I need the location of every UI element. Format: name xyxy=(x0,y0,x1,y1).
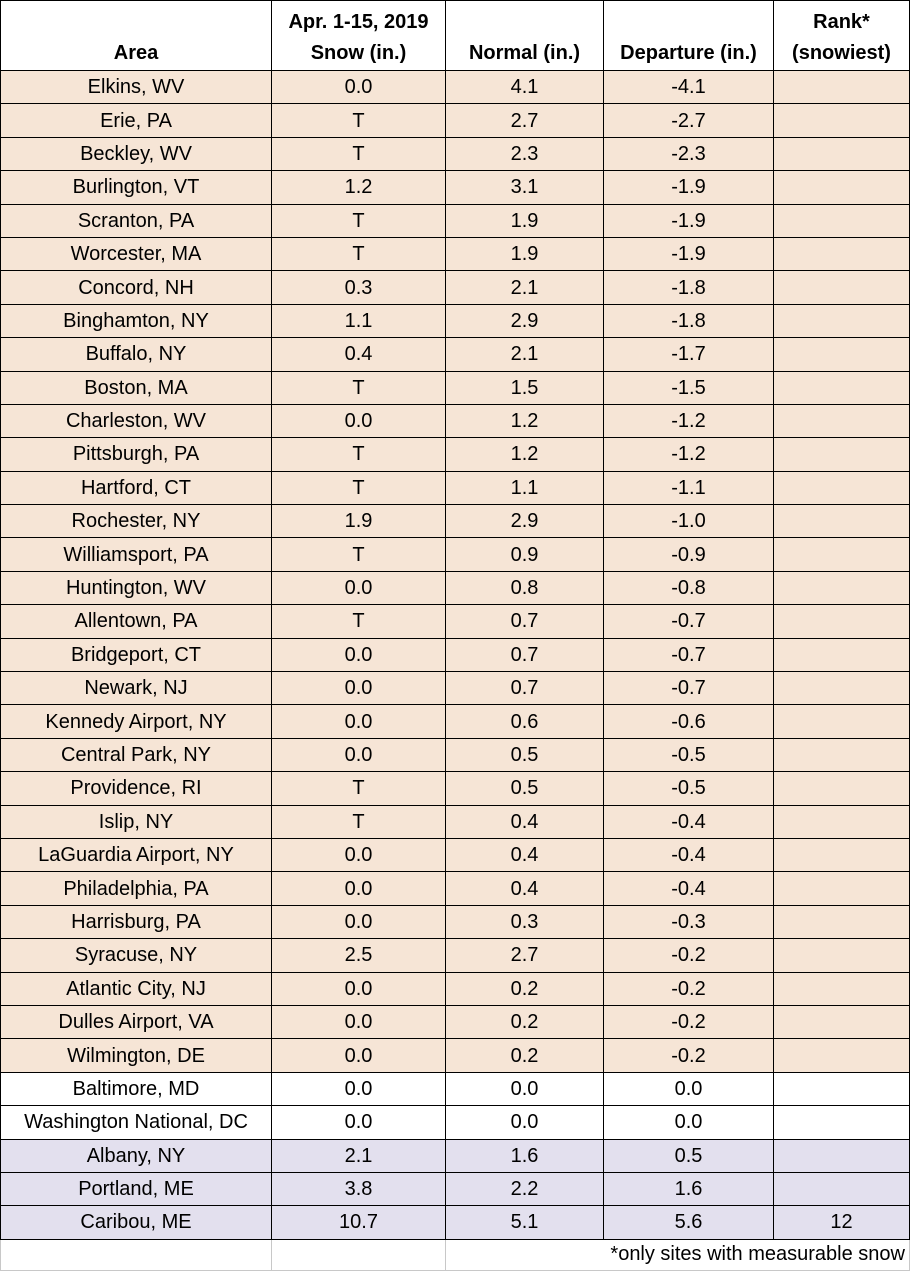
departure-cell: 1.6 xyxy=(604,1172,774,1205)
departure-cell: -2.3 xyxy=(604,137,774,170)
snow-cell: 0.0 xyxy=(272,905,446,938)
table-row xyxy=(1,705,910,738)
snow-cell: 1.9 xyxy=(272,505,446,538)
normal-cell: 0.4 xyxy=(446,872,604,905)
table-row xyxy=(1,538,910,571)
area-cell: Hartford, CT xyxy=(1,471,272,504)
normal-cell: 0.2 xyxy=(446,1039,604,1072)
normal-cell: 0.2 xyxy=(446,1005,604,1038)
area-cell: Caribou, ME xyxy=(1,1206,272,1239)
departure-cell: -1.8 xyxy=(604,304,774,337)
table-row xyxy=(1,505,910,538)
rank-cell xyxy=(774,538,910,571)
rank-cell xyxy=(774,939,910,972)
snow-cell: T xyxy=(272,772,446,805)
snow-cell: 0.3 xyxy=(272,271,446,304)
snow-cell: 0.0 xyxy=(272,872,446,905)
table-row xyxy=(1,171,910,204)
footnote-spacer-2 xyxy=(272,1239,446,1270)
departure-cell: -1.8 xyxy=(604,271,774,304)
rank-cell xyxy=(774,137,910,170)
table-row xyxy=(1,1005,910,1038)
area-cell: Syracuse, NY xyxy=(1,939,272,972)
rank-cell xyxy=(774,271,910,304)
table-row xyxy=(1,1106,910,1139)
rank-cell xyxy=(774,1106,910,1139)
snow-cell: 0.0 xyxy=(272,672,446,705)
table-row xyxy=(1,71,910,104)
normal-cell: 2.3 xyxy=(446,137,604,170)
normal-cell: 2.1 xyxy=(446,338,604,371)
table-row xyxy=(1,838,910,871)
table-row xyxy=(1,571,910,604)
departure-cell: -0.2 xyxy=(604,1005,774,1038)
snow-cell: 3.8 xyxy=(272,1172,446,1205)
snow-cell: 2.5 xyxy=(272,939,446,972)
footnote-row xyxy=(1,1239,910,1270)
departure-cell: -0.4 xyxy=(604,872,774,905)
departure-cell: -0.6 xyxy=(604,705,774,738)
table-body xyxy=(1,71,910,1240)
table-row xyxy=(1,271,910,304)
normal-cell: 1.9 xyxy=(446,237,604,270)
departure-cell: -1.0 xyxy=(604,505,774,538)
rank-cell xyxy=(774,605,910,638)
snow-cell: T xyxy=(272,471,446,504)
snow-cell: T xyxy=(272,137,446,170)
departure-cell: -0.2 xyxy=(604,939,774,972)
rank-cell xyxy=(774,204,910,237)
footnote-spacer-1 xyxy=(1,1239,272,1270)
rank-cell xyxy=(774,705,910,738)
departure-cell: -0.5 xyxy=(604,772,774,805)
snow-cell: 10.7 xyxy=(272,1206,446,1239)
area-cell: Huntington, WV xyxy=(1,571,272,604)
normal-cell: 1.2 xyxy=(446,438,604,471)
snow-cell: T xyxy=(272,538,446,571)
header-snow-line1: Apr. 1-15, 2019 xyxy=(288,11,429,33)
rank-cell xyxy=(774,505,910,538)
area-cell: Williamsport, PA xyxy=(1,538,272,571)
area-cell: Kennedy Airport, NY xyxy=(1,705,272,738)
normal-cell: 1.1 xyxy=(446,471,604,504)
area-cell: Scranton, PA xyxy=(1,204,272,237)
normal-cell: 0.9 xyxy=(446,538,604,571)
snow-cell: 0.0 xyxy=(272,1039,446,1072)
table-row xyxy=(1,672,910,705)
table-row xyxy=(1,939,910,972)
normal-cell: 4.1 xyxy=(446,71,604,104)
departure-cell: 5.6 xyxy=(604,1206,774,1239)
area-cell: Buffalo, NY xyxy=(1,338,272,371)
snow-cell: 1.2 xyxy=(272,171,446,204)
rank-cell xyxy=(774,571,910,604)
normal-cell: 0.8 xyxy=(446,571,604,604)
rank-cell xyxy=(774,338,910,371)
rank-cell xyxy=(774,237,910,270)
rank-cell xyxy=(774,1139,910,1172)
rank-cell xyxy=(774,638,910,671)
rank-cell xyxy=(774,71,910,104)
departure-cell: 0.0 xyxy=(604,1106,774,1139)
snow-cell: 0.0 xyxy=(272,1072,446,1105)
table-row xyxy=(1,137,910,170)
departure-cell: -1.9 xyxy=(604,237,774,270)
table-row xyxy=(1,1172,910,1205)
rank-cell xyxy=(774,1172,910,1205)
snow-cell: 0.4 xyxy=(272,338,446,371)
area-cell: Elkins, WV xyxy=(1,71,272,104)
snow-cell: 0.0 xyxy=(272,1106,446,1139)
area-cell: Allentown, PA xyxy=(1,605,272,638)
rank-cell xyxy=(774,905,910,938)
normal-cell: 0.7 xyxy=(446,638,604,671)
header-rank xyxy=(774,1,910,71)
table-row xyxy=(1,471,910,504)
departure-cell: -0.4 xyxy=(604,838,774,871)
area-cell: Burlington, VT xyxy=(1,171,272,204)
snow-cell: T xyxy=(272,237,446,270)
area-cell: Baltimore, MD xyxy=(1,1072,272,1105)
departure-cell: -0.2 xyxy=(604,972,774,1005)
normal-cell: 0.6 xyxy=(446,705,604,738)
snow-cell: 0.0 xyxy=(272,638,446,671)
header-snow xyxy=(272,1,446,71)
departure-cell: -1.7 xyxy=(604,338,774,371)
departure-cell: 0.5 xyxy=(604,1139,774,1172)
area-cell: Beckley, WV xyxy=(1,137,272,170)
departure-cell: -0.7 xyxy=(604,605,774,638)
header-rank-line2: (snowiest) xyxy=(792,42,891,64)
rank-cell xyxy=(774,171,910,204)
table-row xyxy=(1,338,910,371)
area-cell: Central Park, NY xyxy=(1,738,272,771)
normal-cell: 0.4 xyxy=(446,838,604,871)
snow-cell: 0.0 xyxy=(272,838,446,871)
area-cell: Binghamton, NY xyxy=(1,304,272,337)
departure-cell: -1.9 xyxy=(604,204,774,237)
snow-cell: T xyxy=(272,204,446,237)
departure-cell: -0.3 xyxy=(604,905,774,938)
area-cell: Bridgeport, CT xyxy=(1,638,272,671)
normal-cell: 2.2 xyxy=(446,1172,604,1205)
table-row xyxy=(1,371,910,404)
table-row xyxy=(1,972,910,1005)
departure-cell: -0.7 xyxy=(604,672,774,705)
normal-cell: 1.9 xyxy=(446,204,604,237)
normal-cell: 5.1 xyxy=(446,1206,604,1239)
table-row xyxy=(1,905,910,938)
rank-cell xyxy=(774,805,910,838)
rank-cell xyxy=(774,404,910,437)
departure-cell: -1.2 xyxy=(604,438,774,471)
area-cell: Concord, NH xyxy=(1,271,272,304)
normal-cell: 1.6 xyxy=(446,1139,604,1172)
header-rank-line1: Rank* xyxy=(813,11,870,33)
header-normal-label: Normal (in.) xyxy=(468,42,581,64)
departure-cell: -0.9 xyxy=(604,538,774,571)
area-cell: Atlantic City, NJ xyxy=(1,972,272,1005)
area-cell: Rochester, NY xyxy=(1,505,272,538)
table-row xyxy=(1,204,910,237)
area-cell: Worcester, MA xyxy=(1,237,272,270)
rank-cell xyxy=(774,371,910,404)
rank-cell xyxy=(774,438,910,471)
area-cell: Providence, RI xyxy=(1,772,272,805)
area-cell: Albany, NY xyxy=(1,1139,272,1172)
footnote: *only sites with measurable snow xyxy=(446,1239,910,1270)
table-row xyxy=(1,237,910,270)
snow-cell: T xyxy=(272,438,446,471)
rank-cell xyxy=(774,1072,910,1105)
table-row xyxy=(1,104,910,137)
snow-cell: T xyxy=(272,104,446,137)
snow-cell: 1.1 xyxy=(272,304,446,337)
normal-cell: 0.3 xyxy=(446,905,604,938)
normal-cell: 1.2 xyxy=(446,404,604,437)
table-row xyxy=(1,1072,910,1105)
snow-cell: 0.0 xyxy=(272,705,446,738)
snow-cell: 0.0 xyxy=(272,738,446,771)
normal-cell: 2.9 xyxy=(446,304,604,337)
normal-cell: 0.0 xyxy=(446,1072,604,1105)
normal-cell: 0.2 xyxy=(446,972,604,1005)
rank-cell xyxy=(774,972,910,1005)
rank-cell xyxy=(774,838,910,871)
normal-cell: 0.5 xyxy=(446,738,604,771)
table-row xyxy=(1,1039,910,1072)
normal-cell: 0.5 xyxy=(446,772,604,805)
table-row xyxy=(1,1139,910,1172)
area-cell: Philadelphia, PA xyxy=(1,872,272,905)
departure-cell: 0.0 xyxy=(604,1072,774,1105)
normal-cell: 0.0 xyxy=(446,1106,604,1139)
departure-cell: -4.1 xyxy=(604,71,774,104)
table-row xyxy=(1,805,910,838)
snow-cell: 0.0 xyxy=(272,571,446,604)
departure-cell: -1.9 xyxy=(604,171,774,204)
area-cell: Boston, MA xyxy=(1,371,272,404)
header-departure xyxy=(604,1,774,71)
normal-cell: 2.1 xyxy=(446,271,604,304)
header-snow-line2: Snow (in.) xyxy=(310,42,407,64)
departure-cell: -0.5 xyxy=(604,738,774,771)
area-cell: Erie, PA xyxy=(1,104,272,137)
departure-cell: -2.7 xyxy=(604,104,774,137)
area-cell: Dulles Airport, VA xyxy=(1,1005,272,1038)
normal-cell: 1.5 xyxy=(446,371,604,404)
table-row xyxy=(1,872,910,905)
departure-cell: -0.7 xyxy=(604,638,774,671)
header-departure-label: Departure (in.) xyxy=(620,42,757,64)
area-cell: LaGuardia Airport, NY xyxy=(1,838,272,871)
normal-cell: 0.4 xyxy=(446,805,604,838)
table-row xyxy=(1,605,910,638)
normal-cell: 3.1 xyxy=(446,171,604,204)
snow-cell: 0.0 xyxy=(272,71,446,104)
snow-cell: 2.1 xyxy=(272,1139,446,1172)
snow-cell: 0.0 xyxy=(272,972,446,1005)
departure-cell: -1.2 xyxy=(604,404,774,437)
normal-cell: 2.7 xyxy=(446,939,604,972)
normal-cell: 0.7 xyxy=(446,672,604,705)
rank-cell xyxy=(774,772,910,805)
area-cell: Harrisburg, PA xyxy=(1,905,272,938)
table-row xyxy=(1,404,910,437)
header-area xyxy=(1,1,272,71)
departure-cell: -1.5 xyxy=(604,371,774,404)
normal-cell: 2.7 xyxy=(446,104,604,137)
area-cell: Charleston, WV xyxy=(1,404,272,437)
table-row xyxy=(1,438,910,471)
snow-cell: T xyxy=(272,805,446,838)
normal-cell: 2.9 xyxy=(446,505,604,538)
departure-cell: -1.1 xyxy=(604,471,774,504)
area-cell: Washington National, DC xyxy=(1,1106,272,1139)
area-cell: Pittsburgh, PA xyxy=(1,438,272,471)
rank-cell xyxy=(774,738,910,771)
departure-cell: -0.4 xyxy=(604,805,774,838)
header-area-label: Area xyxy=(113,42,159,64)
rank-cell: 12 xyxy=(774,1206,910,1239)
snow-cell: T xyxy=(272,371,446,404)
area-cell: Islip, NY xyxy=(1,805,272,838)
normal-cell: 0.7 xyxy=(446,605,604,638)
area-cell: Newark, NJ xyxy=(1,672,272,705)
header-row xyxy=(1,1,910,71)
table-row xyxy=(1,738,910,771)
rank-cell xyxy=(774,104,910,137)
area-cell: Wilmington, DE xyxy=(1,1039,272,1072)
snow-cell: 0.0 xyxy=(272,404,446,437)
table-row xyxy=(1,638,910,671)
snow-cell: 0.0 xyxy=(272,1005,446,1038)
rank-cell xyxy=(774,1039,910,1072)
header-normal xyxy=(446,1,604,71)
departure-cell: -0.8 xyxy=(604,571,774,604)
rank-cell xyxy=(774,471,910,504)
departure-cell: -0.2 xyxy=(604,1039,774,1072)
table-row xyxy=(1,772,910,805)
rank-cell xyxy=(774,1005,910,1038)
area-cell: Portland, ME xyxy=(1,1172,272,1205)
table-row xyxy=(1,304,910,337)
snow-cell: T xyxy=(272,605,446,638)
rank-cell xyxy=(774,672,910,705)
rank-cell xyxy=(774,872,910,905)
table-row xyxy=(1,1206,910,1239)
rank-cell xyxy=(774,304,910,337)
